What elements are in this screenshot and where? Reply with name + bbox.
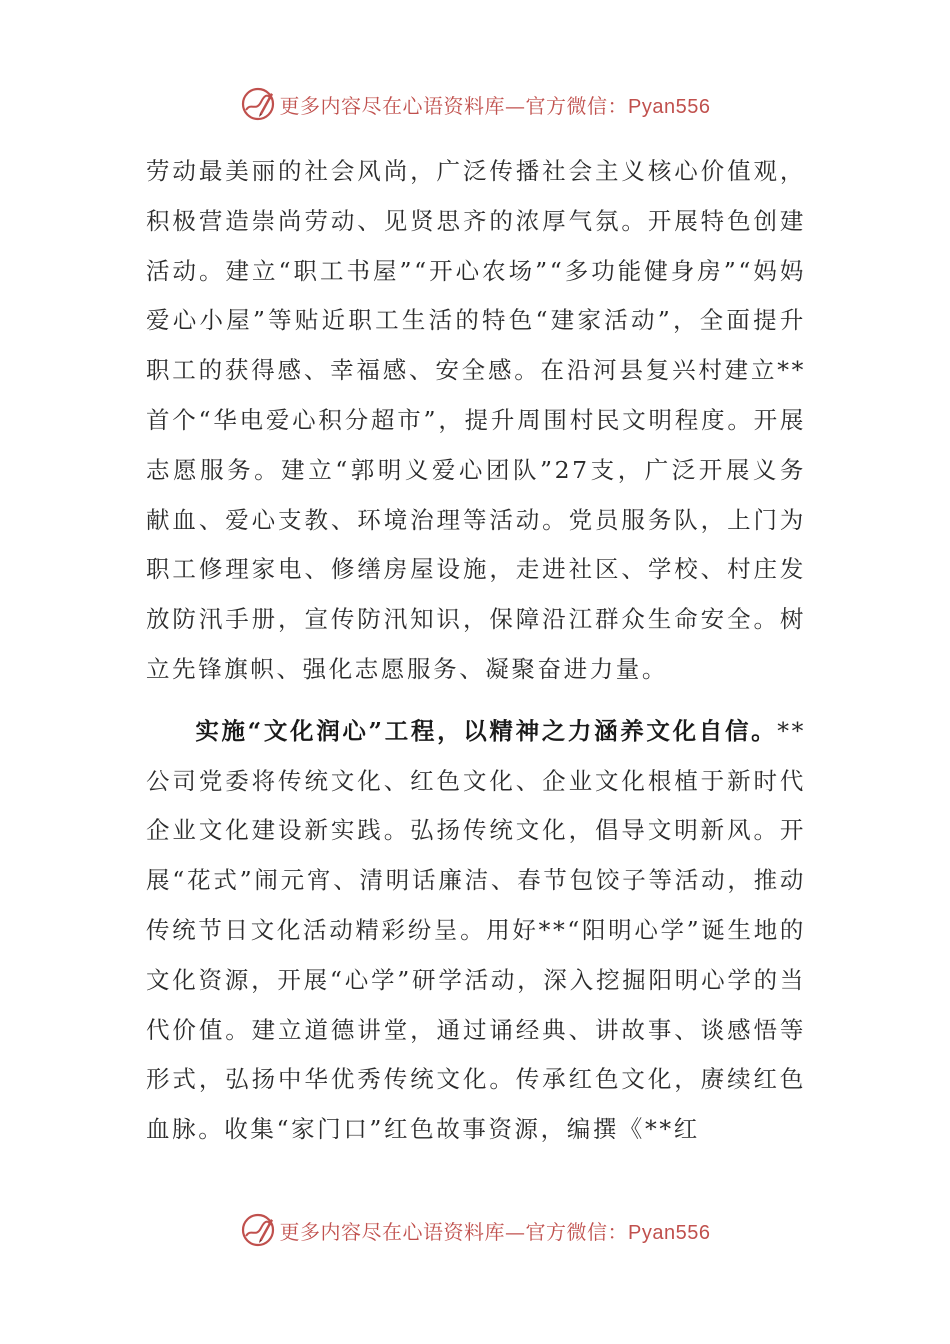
pen-signature-logo-icon [240,1212,276,1248]
footer-slogan-text: 更多内容尽在心语资料库—官方微信： [279,1219,629,1244]
footer-wechat-id: Pyan556 [628,1221,711,1244]
footer-banner [0,1210,950,1250]
footer-slogan [280,1216,711,1245]
paragraph-lead-heading: 实施“文化润心”工程，以精神之力涵养文化自信。 [195,716,778,745]
paragraph-body-text: **公司党委将传统文化、红色文化、企业文化根植于新时代企业文化建设新实践。弘扬传统文化，倡导文明新风。开展“花式”闹元宵、清明话廉洁、春节包饺子等活动，推动传统节日文化活动精彩纷呈。用好**“阳明心学”诞生地的文化资源，开展“心学”研学活动，深入挖掘阳明心学的当代价值。建立道德讲堂，通过诵经典、讲故事、谈感悟等形式，弘扬中华优秀传统文化。传承红色文化，赓续红色血脉。收集“家门口”红色故事资源，编撰《**红 [146,716,806,1144]
paragraph-continuation: 劳动最美丽的社会风尚，广泛传播社会主义核心价值观，积极营造崇尚劳动、见贤思齐的浓厚气氛。开展特色创建活动。建立“职工书屋”“开心农场”“多功能健身房”“妈妈爱心小屋”等贴近职工生活的特色“建家活动”，全面提升职工的获得感、幸福感、安全感。在沿河县复兴村建立**首个“华电爱心积分超市”，提升周围村民文明程度。开展志愿服务。建立“郭明义爱心团队”27支，广泛开展义务献血、爱心支教、环境治理等活动。党员服务队，上门为职工修理家电、修缮房屋设施，走进社区、学校、村庄发放防汛手册，宣传防汛知识，保障沿江群众生命安全。树立先锋旗帜、强化志愿服务、凝聚奋进力量。 [146,157,806,683]
document-body [146,147,806,1155]
header-slogan-text: 更多内容尽在心语资料库—官方微信： [279,93,629,118]
pen-signature-logo-icon [240,86,276,122]
header-wechat-id: Pyan556 [628,95,711,118]
paragraph-culture [146,707,806,1155]
header-banner [0,84,950,124]
header-slogan [280,90,711,119]
